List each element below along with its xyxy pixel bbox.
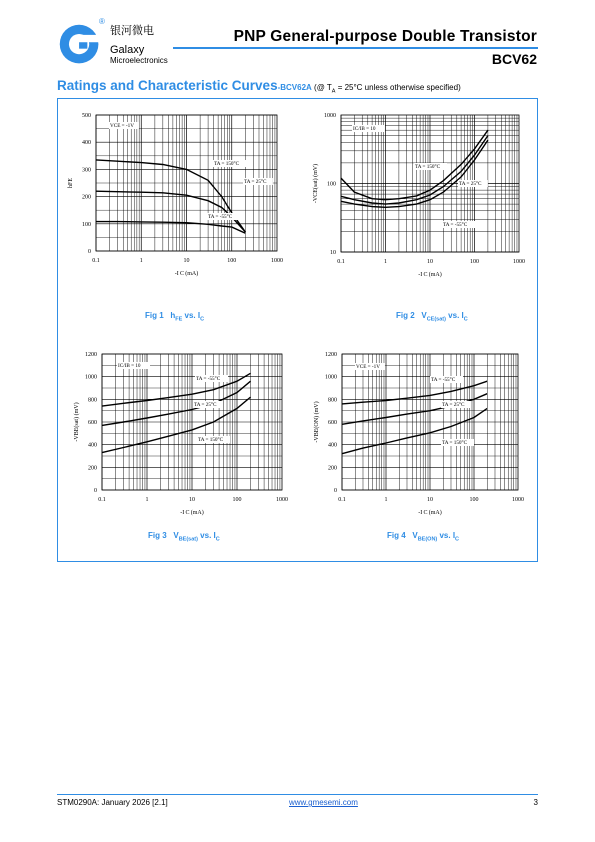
curve-annotation: TA = 150°C	[214, 161, 240, 167]
plot-area	[102, 354, 282, 490]
y-axis-label: -VBE(ON) (mV)	[314, 401, 320, 443]
curve-annotation: TA = 150°C	[415, 164, 441, 170]
section-title-text: Ratings and Characteristic Curves	[57, 78, 278, 93]
y-tick-label: 1000	[325, 374, 337, 381]
y-tick-label: 300	[82, 167, 91, 174]
y-tick-label: 800	[328, 397, 337, 404]
x-axis-label: -I C (mA)	[418, 272, 442, 278]
page-number: 3	[533, 798, 538, 807]
y-tick-label: 400	[82, 140, 91, 147]
curve-annotation: IC/IB = 10	[118, 363, 141, 369]
logo-english-subname: Microelectronics	[110, 56, 168, 65]
curve-annotation: VCE = -1V	[110, 123, 134, 129]
series-line	[342, 394, 487, 425]
curve-annotation: TA = 150°C	[198, 437, 224, 443]
document-title: PNP General-purpose Double Transistor	[233, 28, 537, 45]
series-line	[341, 140, 488, 207]
x-tick-label: 1	[145, 497, 149, 503]
y-tick-label: 200	[328, 465, 337, 472]
x-tick-label: 100	[470, 259, 479, 265]
curve-annotation: TA = -55°C	[431, 377, 456, 383]
plot-area	[342, 354, 518, 490]
curve-annotation: TA = 150°C	[442, 440, 468, 446]
x-tick-label: 100	[232, 497, 242, 503]
y-tick-label: 100	[327, 181, 336, 188]
curve-annotation: TA = -55°C	[208, 214, 233, 220]
fig2-caption: Fig 2 $V_{CE(sat)}$ vs. $I_C$	[396, 311, 468, 323]
document-code: STM0290A: January 2026 [2.1]	[57, 798, 168, 807]
section-condition: (@ $T_A = 25^\circ C$ unless otherwise specified)	[311, 83, 461, 95]
x-tick-label: 10	[427, 497, 433, 503]
y-tick-label: 100	[82, 221, 91, 228]
logo-chinese-name: 银河微电	[110, 24, 154, 37]
logo-english-name: Galaxy	[110, 44, 145, 56]
series-line	[342, 381, 487, 404]
x-tick-label: 1000	[512, 497, 524, 503]
x-tick-label: 0.1	[92, 258, 100, 264]
y-axis-label: -VBE(sat) (mV)	[74, 402, 80, 442]
fig1-caption: Fig 1 $h_{FE}$ vs. $I_C$	[145, 311, 205, 323]
x-tick-label: 1	[384, 497, 388, 503]
company-logo	[57, 22, 103, 68]
series-line	[102, 373, 251, 406]
x-tick-label: 1000	[271, 258, 283, 264]
x-tick-label: 1	[139, 258, 143, 264]
chart-vbesat-vs-ic	[64, 345, 294, 525]
y-tick-label: 0	[334, 488, 337, 494]
curve-annotation: TA = 25°C	[442, 402, 465, 408]
curve-annotation: TA = 25°C	[194, 402, 217, 408]
x-tick-label: 0.1	[338, 497, 346, 503]
y-tick-label: 800	[88, 397, 97, 404]
series-line	[96, 222, 245, 234]
series-line	[342, 408, 487, 453]
y-tick-label: 1200	[85, 352, 97, 358]
y-tick-label: 500	[82, 113, 91, 119]
y-tick-label: 1200	[325, 352, 337, 358]
y-tick-label: 1000	[85, 374, 97, 381]
y-tick-label: 600	[328, 420, 337, 426]
website-link[interactable]: www.gmesemi.com	[289, 798, 358, 807]
x-tick-label: 100	[227, 258, 237, 264]
x-axis-label: -I C (mA)	[174, 271, 199, 277]
x-axis-label: -I C (mA)	[418, 510, 442, 516]
x-tick-label: 0.1	[337, 259, 345, 265]
y-axis-label: hFE	[68, 177, 74, 189]
part-number: BCV62	[491, 51, 537, 67]
y-tick-label: 400	[88, 442, 97, 449]
fig4-caption: Fig 4 $V_{BE(ON)}$ vs. $I_C$	[387, 531, 460, 543]
y-tick-label: 200	[82, 194, 91, 201]
y-tick-label: 10	[330, 250, 336, 256]
chart-hfe-vs-ic	[60, 105, 290, 285]
y-tick-label: 400	[328, 442, 337, 449]
curve-annotation: VCE = -1V	[356, 364, 380, 370]
curve-annotation: TA = -55°C	[443, 222, 468, 228]
x-tick-label: 1	[384, 259, 387, 265]
x-tick-label: 10	[183, 258, 190, 264]
x-tick-label: 100	[469, 497, 479, 503]
x-tick-label: 1000	[513, 259, 525, 265]
x-tick-label: 10	[189, 497, 195, 503]
y-tick-label: 0	[94, 488, 97, 494]
curve-annotation: IC/IB = 10	[353, 126, 376, 132]
chart-vcesat-vs-ic	[303, 105, 533, 285]
plot-area	[341, 115, 519, 252]
curve-annotation: TA = 25°C	[244, 179, 267, 185]
curve-annotation: TA = 25°C	[459, 181, 482, 187]
series-line	[102, 397, 251, 453]
y-tick-label: 600	[88, 420, 97, 426]
footer-divider	[57, 794, 538, 795]
section-subtitle: -BCV62A	[277, 83, 312, 92]
fig3-caption: Fig 3 $V_{BE(sat)}$ vs. $I_C$	[148, 531, 220, 543]
section-title	[57, 78, 461, 95]
chart-vbeon-vs-ic	[303, 345, 533, 525]
x-tick-label: 10	[427, 259, 433, 265]
curve-annotation: TA = -55°C	[196, 376, 221, 382]
x-tick-label: 1000	[276, 497, 288, 503]
registered-mark: ®	[99, 17, 105, 26]
y-axis-label: -VCE(sat) (mV)	[313, 163, 319, 204]
x-tick-label: 0.1	[98, 497, 106, 503]
header-divider	[173, 47, 538, 49]
x-axis-label: -I C (mA)	[180, 510, 204, 516]
y-tick-label: 0	[88, 249, 91, 255]
y-tick-label: 200	[88, 465, 97, 472]
y-tick-label: 1000	[324, 113, 336, 119]
